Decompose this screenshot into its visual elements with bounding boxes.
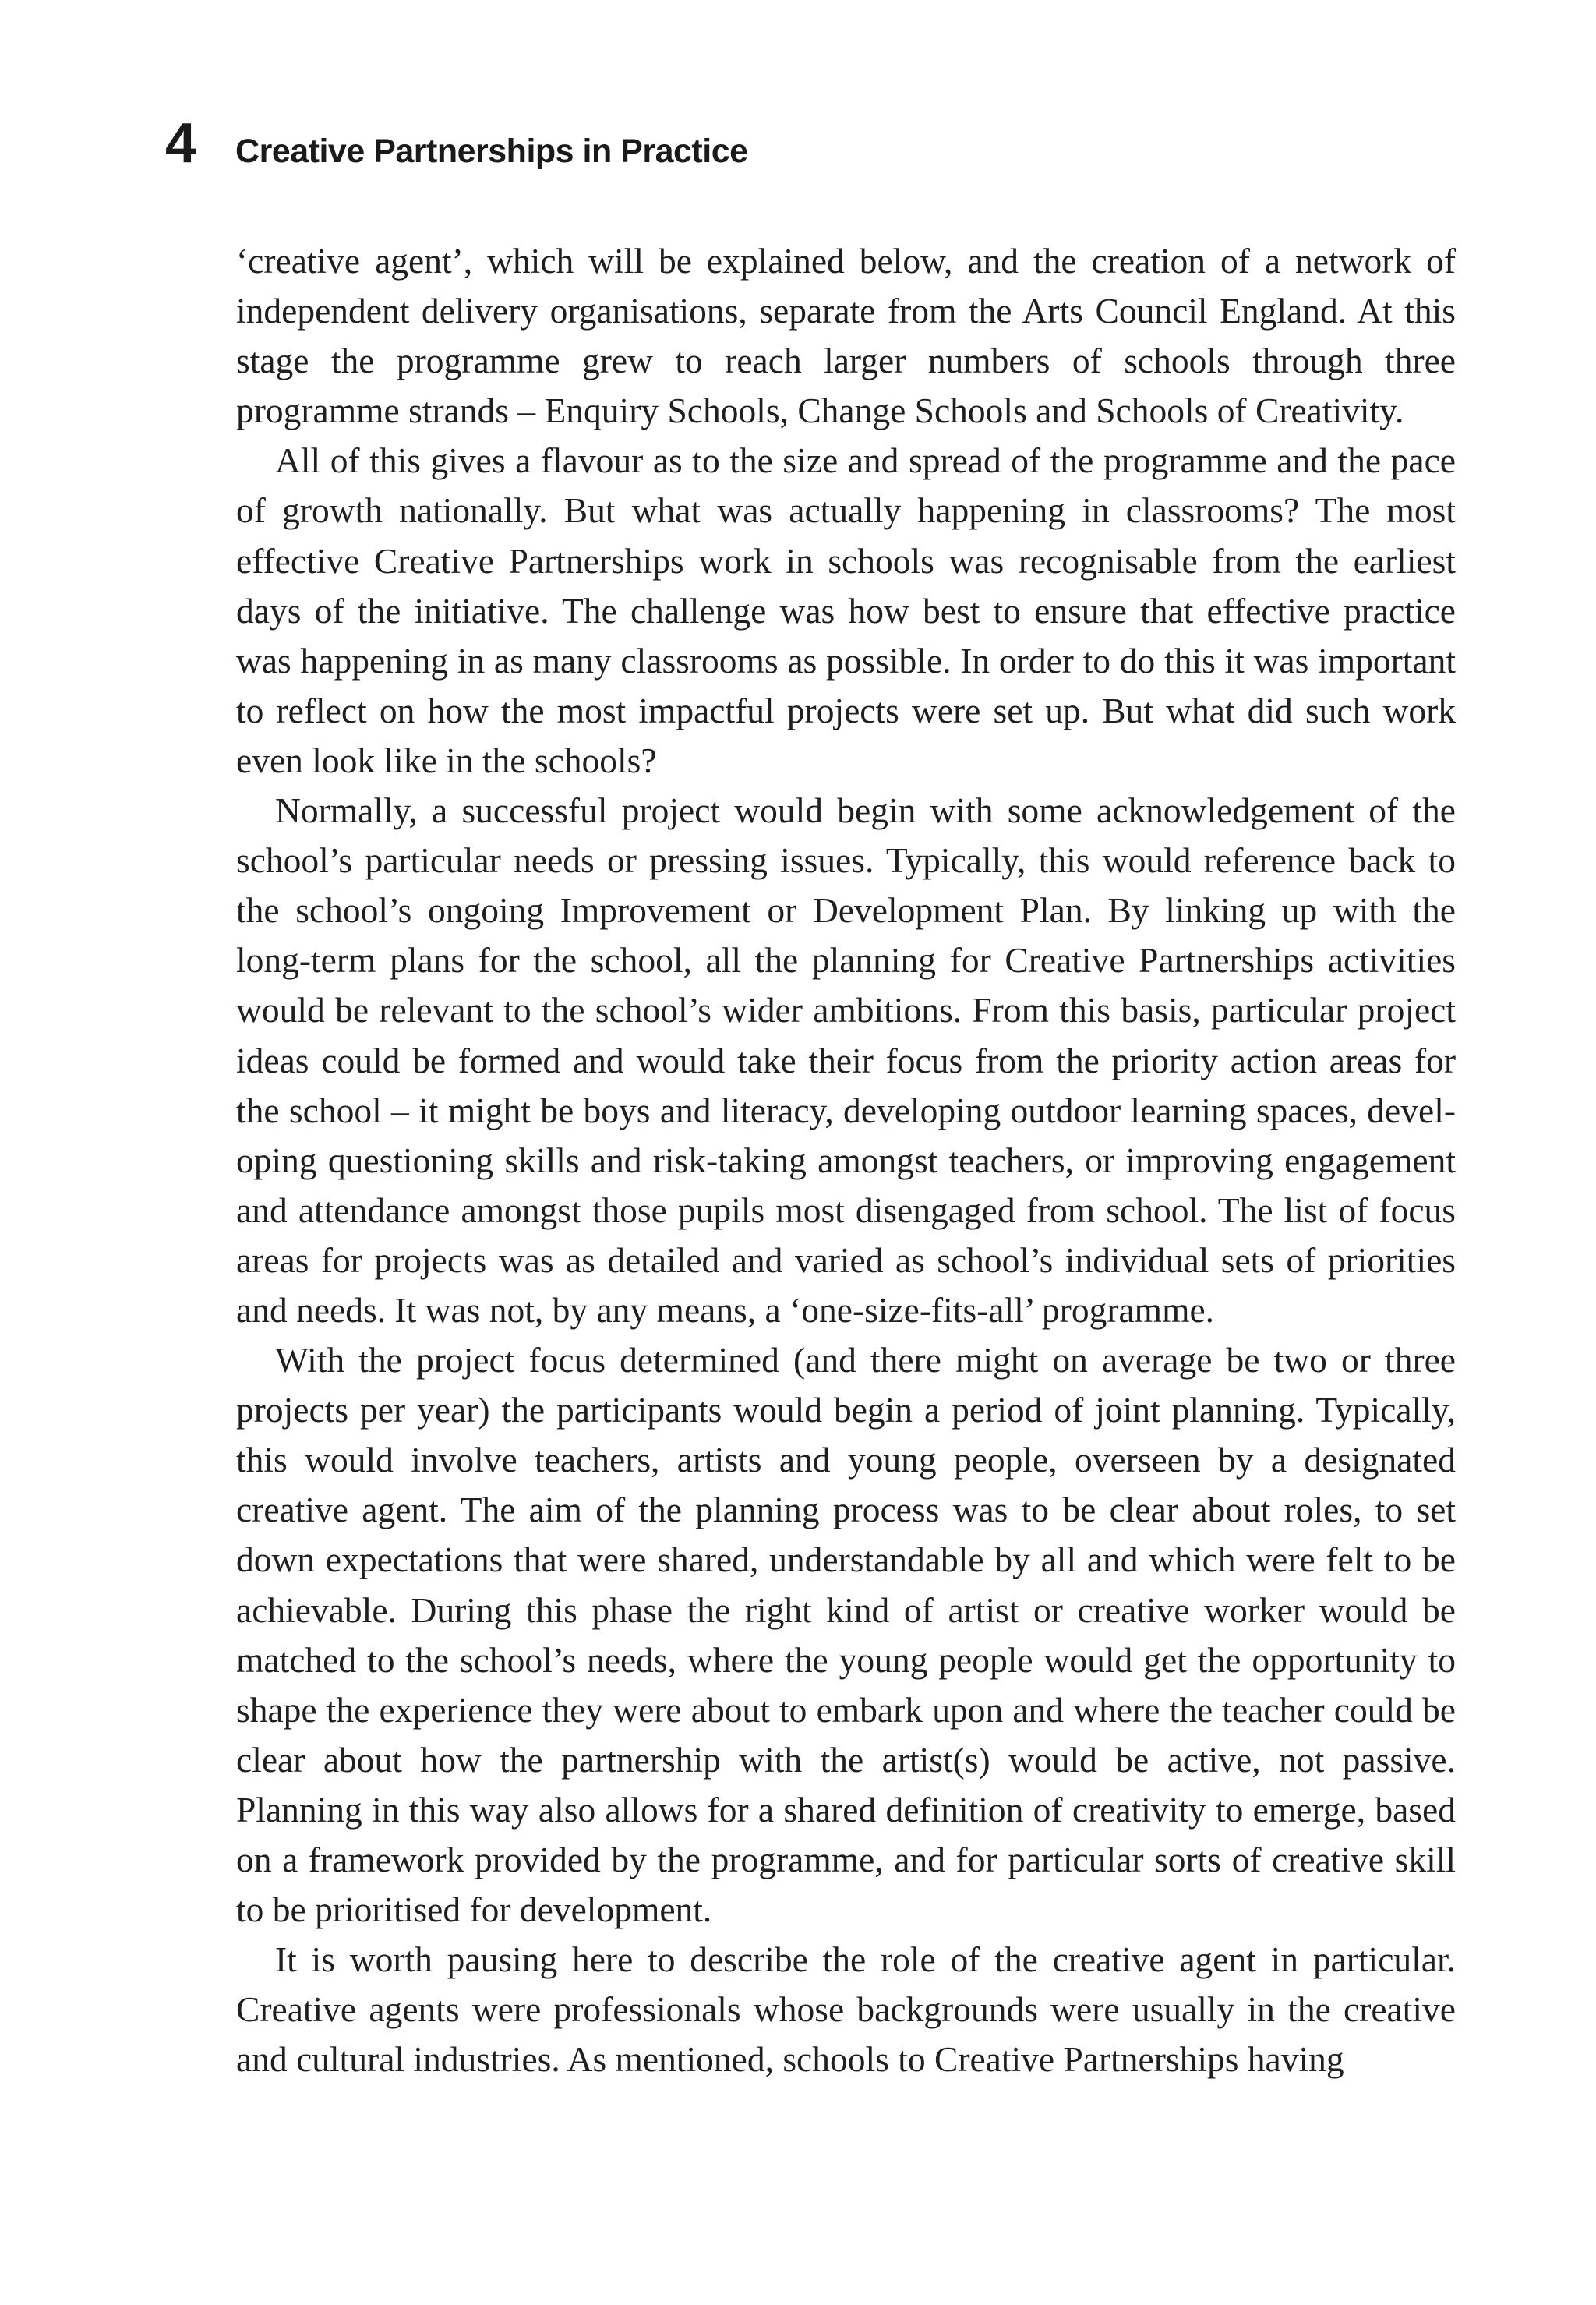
- paragraph-2: All of this gives a flavour as to the size and spread of the programme and the pace of growth nationally. But what was actually happening in classrooms? The most effective Creative Partnerships work in schools was recognisable from the earliest days of the initiative. The challenge was how best to ensure that effective practice was happening in as many classrooms as possible. In order to do this it was important to reflect on how the most impactful projects were set up. But what did such work even look like in the schools?: [236, 440, 1456, 780]
- paragraph-1: ‘creative agent’, which will be explained below, and the creation of a network of independent delivery organisations, separate from the Arts Council England. At this stage the programme grew to reach larger numbers of schools through three programme strands – Enquiry Schools, Change Schools and Schools of Creativity.: [236, 241, 1456, 431]
- body-text: [236, 236, 1456, 2084]
- paragraph-4: With the project focus determined (and there might on average be two or three projects per year) the participants would begin a period of joint planning. Typically, this would involve teachers, artists and young people, overseen by a designated creative agent. The aim of the planning process was to be clear about roles, to set down expectations that were shared, understandable by all and which were felt to be achievable. During this phase the right kind of artist or creative worker would be matched to the school’s needs, where the young people would get the opportunity to shape the experience they were about to embark upon and where the teacher could be clear about how the partnership with the artist(s) would be active, not passive. Planning in this way also allows for a shared definition of creativity to emerge, based on a framework provided by the programme, and for particular sorts of creative skill to be prioritised for development.: [236, 1340, 1456, 1930]
- page-number: 4: [165, 112, 197, 175]
- running-head: [165, 112, 748, 175]
- chapter-title: Creative Partnerships in Practice: [235, 133, 748, 170]
- paragraph-3: Normally, a successful project would begin with some acknowledgement of the school’s particular needs or pressing issues. Typically, this would reference back to the school’s ongoing Improvement or Development Plan. By linking up with the long-term plans for the school, all the planning for Creative Partnerships activities would be relevant to the school’s wider ambitions. From this basis, particular project ideas could be formed and would take their focus from the priority action areas for the school – it might be boys and literacy, developing outdoor learning spaces, developing questioning skills and risk-taking amongst teachers, or improving engagement and attendance amongst those pupils most disengaged from school. The list of focus areas for projects was as detailed and varied as school’s individual sets of priorities and needs. It was not, by any means, a ‘one-size-fits-all’ programme.: [236, 790, 1456, 1330]
- paragraph-5: It is worth pausing here to describe the role of the creative agent in particular. Creative agents were professionals whose backgrounds were usually in the creative and cultural industries. As mentioned, schools to Creative Partnerships having: [236, 1939, 1456, 2080]
